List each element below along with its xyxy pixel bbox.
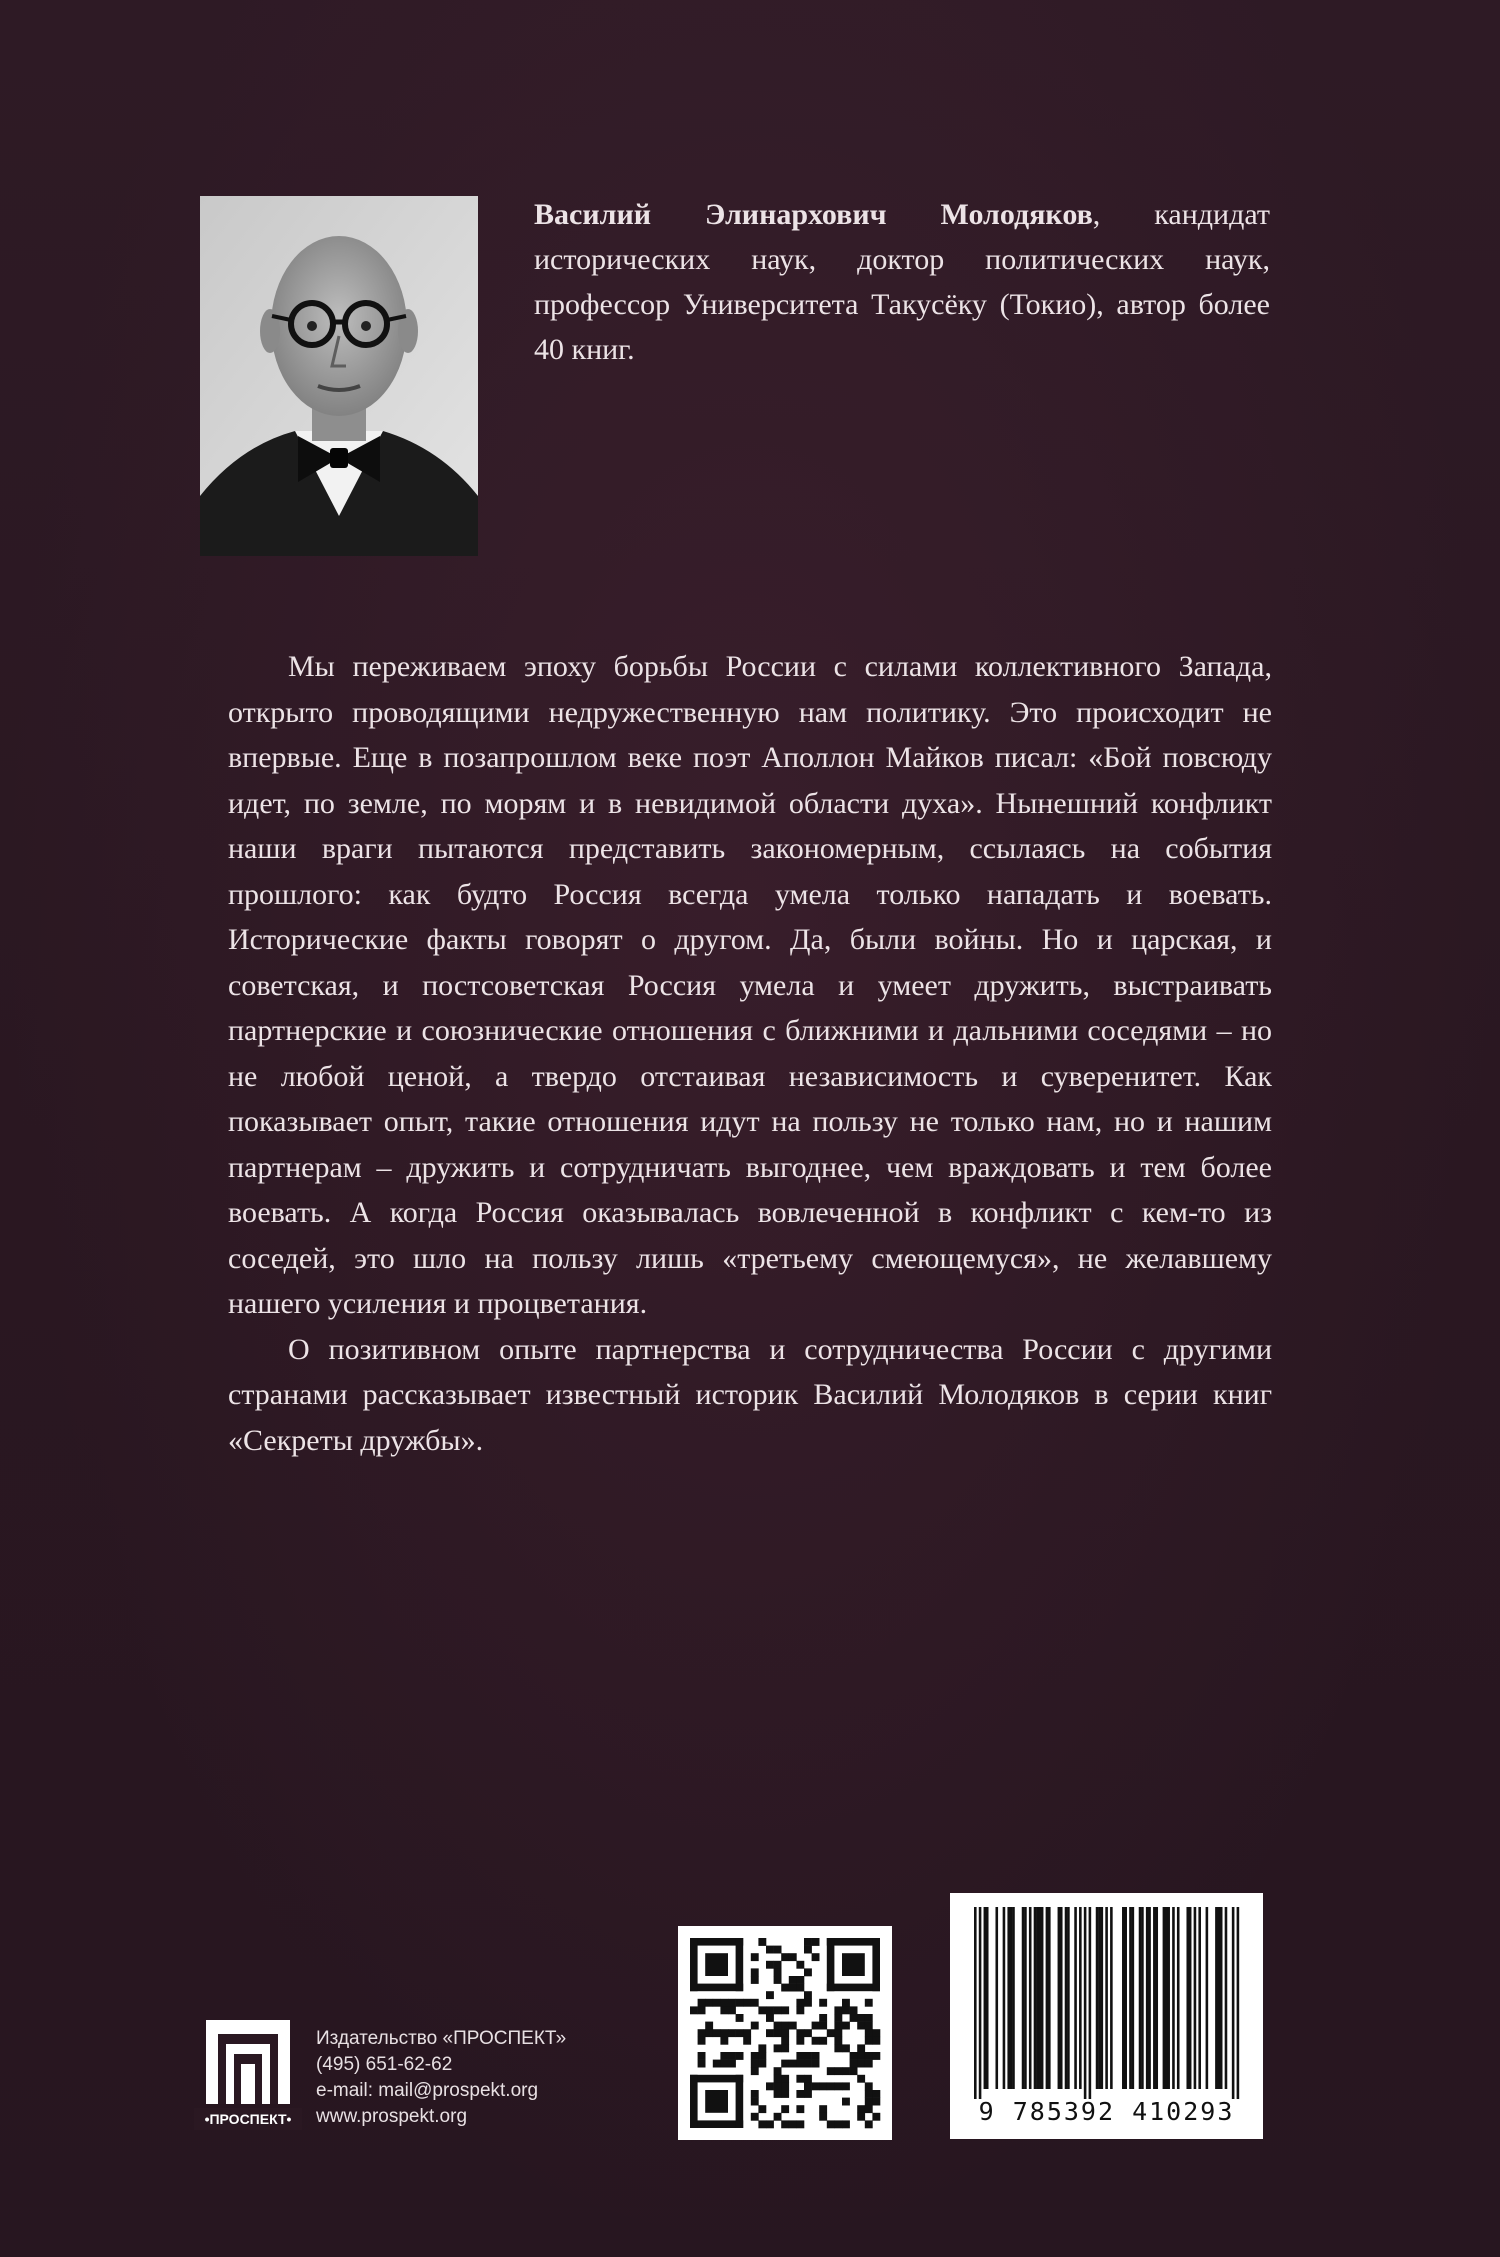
publisher-phone: (495) 651-62-62: [316, 2054, 453, 2075]
publisher-name: Издательство «ПРОСПЕКТ»: [316, 2028, 567, 2049]
annotation-paragraph: О позитивном опыте партнерства и сотрудничества России с другими странами рассказывает известный историк Василий Молодяков в серии книг «Секреты дружбы».: [228, 1332, 1272, 1457]
qr-code-icon: [678, 1926, 892, 2140]
logo-text: •ПРОСПЕКТ•: [204, 2111, 292, 2127]
prospekt-logo-icon: [194, 2020, 302, 2130]
publisher-email: e-mail: mail@prospekt.org: [316, 2080, 539, 2101]
author-name: Василий Элинархович Молодяков: [534, 198, 1093, 231]
annotation-text: [228, 644, 1272, 1463]
author-portrait-icon: [200, 196, 478, 556]
isbn-barcode-icon: [950, 1893, 1263, 2139]
publisher-website: www.prospekt.org: [316, 2106, 468, 2127]
annotation-paragraph: Мы переживаем эпоху борьбы России с силами коллективного Запада, открыто проводящими недружественную нам политику. Это происходит не впервые. Еще в позапрошлом веке поэт Аполлон Майков писал: «Бой повсюду идет, по земле, по морям и в невидимой области духа». Нынешний конфликт наши враги пытаются представить закономерным, ссылаясь на события прошлого: как будто Россия всегда умела только нападать и воевать. Исторические факты говорят о другом. Да, были войны. Но и царская, и советская, и постсоветская Россия умела и умеет дружить, выстраивать партнерские и союзнические отношения с ближними и дальними соседями – но не любой ценой, а твердо отстаивая независимость и суверенитет. Как показывает опыт, такие отношения идут на пользу не только нам, но и нашим партнерам – дружить и сотрудничать выгоднее, чем враждовать и тем более воевать. А когда Россия оказывалась вовлеченной в конфликт с кем-то из соседей, это шло на пользу лишь «третьему смеющемуся», не желавшему нашего усиления и процветания.: [228, 650, 1272, 1320]
publisher-info: [316, 2026, 676, 2130]
author-bio: [534, 192, 1270, 372]
author-bio-text: , кандидат исторических наук, доктор политических наук, профессор Университета Такусёку (Токио), автор более 40 книг.: [534, 198, 1270, 366]
isbn-digits: 9 785392 410293: [978, 2097, 1235, 2126]
